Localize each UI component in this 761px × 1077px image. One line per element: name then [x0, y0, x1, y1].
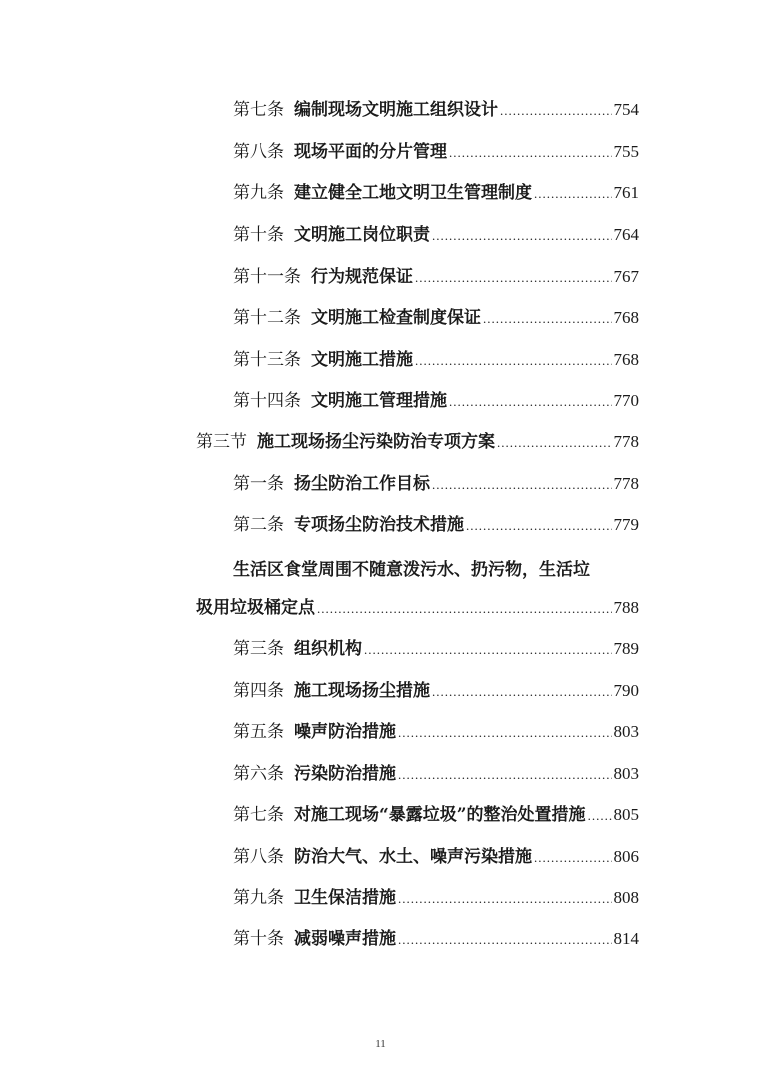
toc-entry[interactable]: [233, 178, 639, 208]
toc-entry-page: 788: [613, 598, 639, 617]
toc-leader: [432, 470, 612, 500]
toc-entry-page: 803: [613, 722, 639, 741]
toc-leader: [432, 221, 612, 251]
toc-entry-page: 803: [613, 764, 639, 783]
toc-entry[interactable]: [233, 717, 639, 747]
toc-entry-label: 第七条: [233, 805, 284, 825]
toc-entry-title: 施工现场扬尘污染防治专项方案: [257, 432, 495, 452]
toc-entry[interactable]: [233, 634, 639, 664]
toc-entry-title: 文明施工岗位职责: [294, 225, 430, 245]
toc-entry-label: 第十二条: [233, 308, 301, 328]
toc-entry-title: 污染防治措施: [294, 764, 396, 784]
toc-entry[interactable]: [233, 345, 639, 375]
toc-entry-wrapped-line1[interactable]: 生活区食堂周围不随意泼污水、扔污物，生活垃: [233, 560, 590, 580]
page-number: 11: [375, 1038, 386, 1050]
toc-leader: [398, 718, 612, 748]
toc-entry-page: 770: [613, 391, 639, 410]
toc-entry-label: 第三条: [233, 639, 284, 659]
toc-entry-page: 755: [613, 142, 639, 161]
toc-entry-label: 第九条: [233, 888, 284, 908]
toc-entry-page: 767: [613, 267, 639, 286]
toc-entry[interactable]: [233, 842, 639, 872]
toc-entry-label: 第七条: [233, 100, 284, 120]
toc-leader: [398, 925, 612, 955]
toc-leader: [497, 428, 612, 458]
toc-entry-label: 第十三条: [233, 350, 301, 370]
toc-entry-label: 第五条: [233, 722, 284, 742]
toc-entry-title: 建立健全工地文明卫生管理制度: [294, 183, 532, 203]
toc-leader: [415, 263, 612, 293]
toc-entry-label: 第十条: [233, 929, 284, 949]
toc-leader: [449, 138, 612, 168]
toc-entry-title: 专项扬尘防治技术措施: [294, 515, 464, 535]
toc-entry-page: 768: [613, 308, 639, 327]
toc-entry-page: 768: [613, 350, 639, 369]
toc-entry[interactable]: [233, 510, 639, 540]
toc-entry-title: 扬尘防治工作目标: [294, 474, 430, 494]
toc-leader: [588, 801, 612, 831]
toc-entry-label: 第六条: [233, 764, 284, 784]
toc-leader: [534, 843, 612, 873]
toc-entry[interactable]: [233, 303, 639, 333]
toc-entry-page: 778: [613, 432, 639, 451]
toc-entry-page: 805: [613, 805, 639, 824]
toc-entry-page: 806: [613, 847, 639, 866]
toc-entry-label: 第十条: [233, 225, 284, 245]
toc-entry-title: 文明施工管理措施: [311, 391, 447, 411]
toc-entry[interactable]: [233, 137, 639, 167]
toc-entry-title: 现场平面的分片管理: [294, 142, 447, 162]
toc-leader: [483, 304, 612, 334]
toc-entry[interactable]: [233, 262, 639, 292]
toc-leader: [534, 179, 612, 209]
toc-entry[interactable]: [233, 759, 639, 789]
toc-entry-title: 防治大气、水土、噪声污染措施: [294, 847, 532, 867]
toc-entry-title: 施工现场扬尘措施: [294, 681, 430, 701]
toc-entry-page: 789: [613, 639, 639, 658]
toc-entry[interactable]: [233, 386, 639, 416]
toc-leader: [500, 96, 612, 126]
toc-section-entry[interactable]: [196, 427, 639, 457]
toc-entry-title: 行为规范保证: [311, 267, 413, 287]
toc-entry-label: 第四条: [233, 681, 284, 701]
toc-entry-title: 圾用垃圾桶定点: [196, 598, 315, 618]
toc-entry[interactable]: [233, 95, 639, 125]
toc-entry-title: 卫生保洁措施: [294, 888, 396, 908]
toc-entry-title: 文明施工检查制度保证: [311, 308, 481, 328]
toc-leader: [466, 511, 612, 541]
toc-leader: [364, 635, 612, 665]
toc-leader: [398, 760, 612, 790]
toc-entry-page: 761: [613, 183, 639, 202]
toc-entry-title: 噪声防治措施: [294, 722, 396, 742]
toc-entry-title: 文明施工措施: [311, 350, 413, 370]
toc-leader: [432, 677, 612, 707]
toc-entry-title: 对施工现场“暴露垃圾”的整治处置措施: [294, 805, 586, 825]
toc-entry-page: 754: [613, 100, 639, 119]
toc-entry-label: 第三节: [196, 432, 247, 452]
toc-entry-label: 第二条: [233, 515, 284, 535]
toc-entry-page: 764: [613, 225, 639, 244]
toc-leader: [415, 346, 612, 376]
toc-entry-wrapped-line2[interactable]: [196, 593, 639, 623]
toc-entry-page: 778: [613, 474, 639, 493]
toc-leader: [398, 884, 612, 914]
toc-entry-page: 790: [613, 681, 639, 700]
toc-leader: [449, 387, 612, 417]
toc-entry-page: 814: [613, 929, 639, 948]
toc-entry-title: 组织机构: [294, 639, 362, 659]
toc-entry[interactable]: [233, 676, 639, 706]
toc-entry-page: 808: [613, 888, 639, 907]
toc-entry[interactable]: [233, 469, 639, 499]
toc-entry[interactable]: [233, 883, 639, 913]
toc-entry-title: 减弱噪声措施: [294, 929, 396, 949]
toc-entry-label: 第八条: [233, 847, 284, 867]
toc-entry[interactable]: [233, 220, 639, 250]
toc-entry-label: 第八条: [233, 142, 284, 162]
toc-entry-label: 第十一条: [233, 267, 301, 287]
toc-entry[interactable]: [233, 924, 639, 954]
toc-entry-label: 第一条: [233, 474, 284, 494]
toc-entry-label: 第十四条: [233, 391, 301, 411]
toc-entry[interactable]: [233, 800, 639, 830]
toc-entry-page: 779: [613, 515, 639, 534]
toc-entry-title: 编制现场文明施工组织设计: [294, 100, 498, 120]
toc-entry-label: 第九条: [233, 183, 284, 203]
toc-leader: [317, 594, 612, 624]
